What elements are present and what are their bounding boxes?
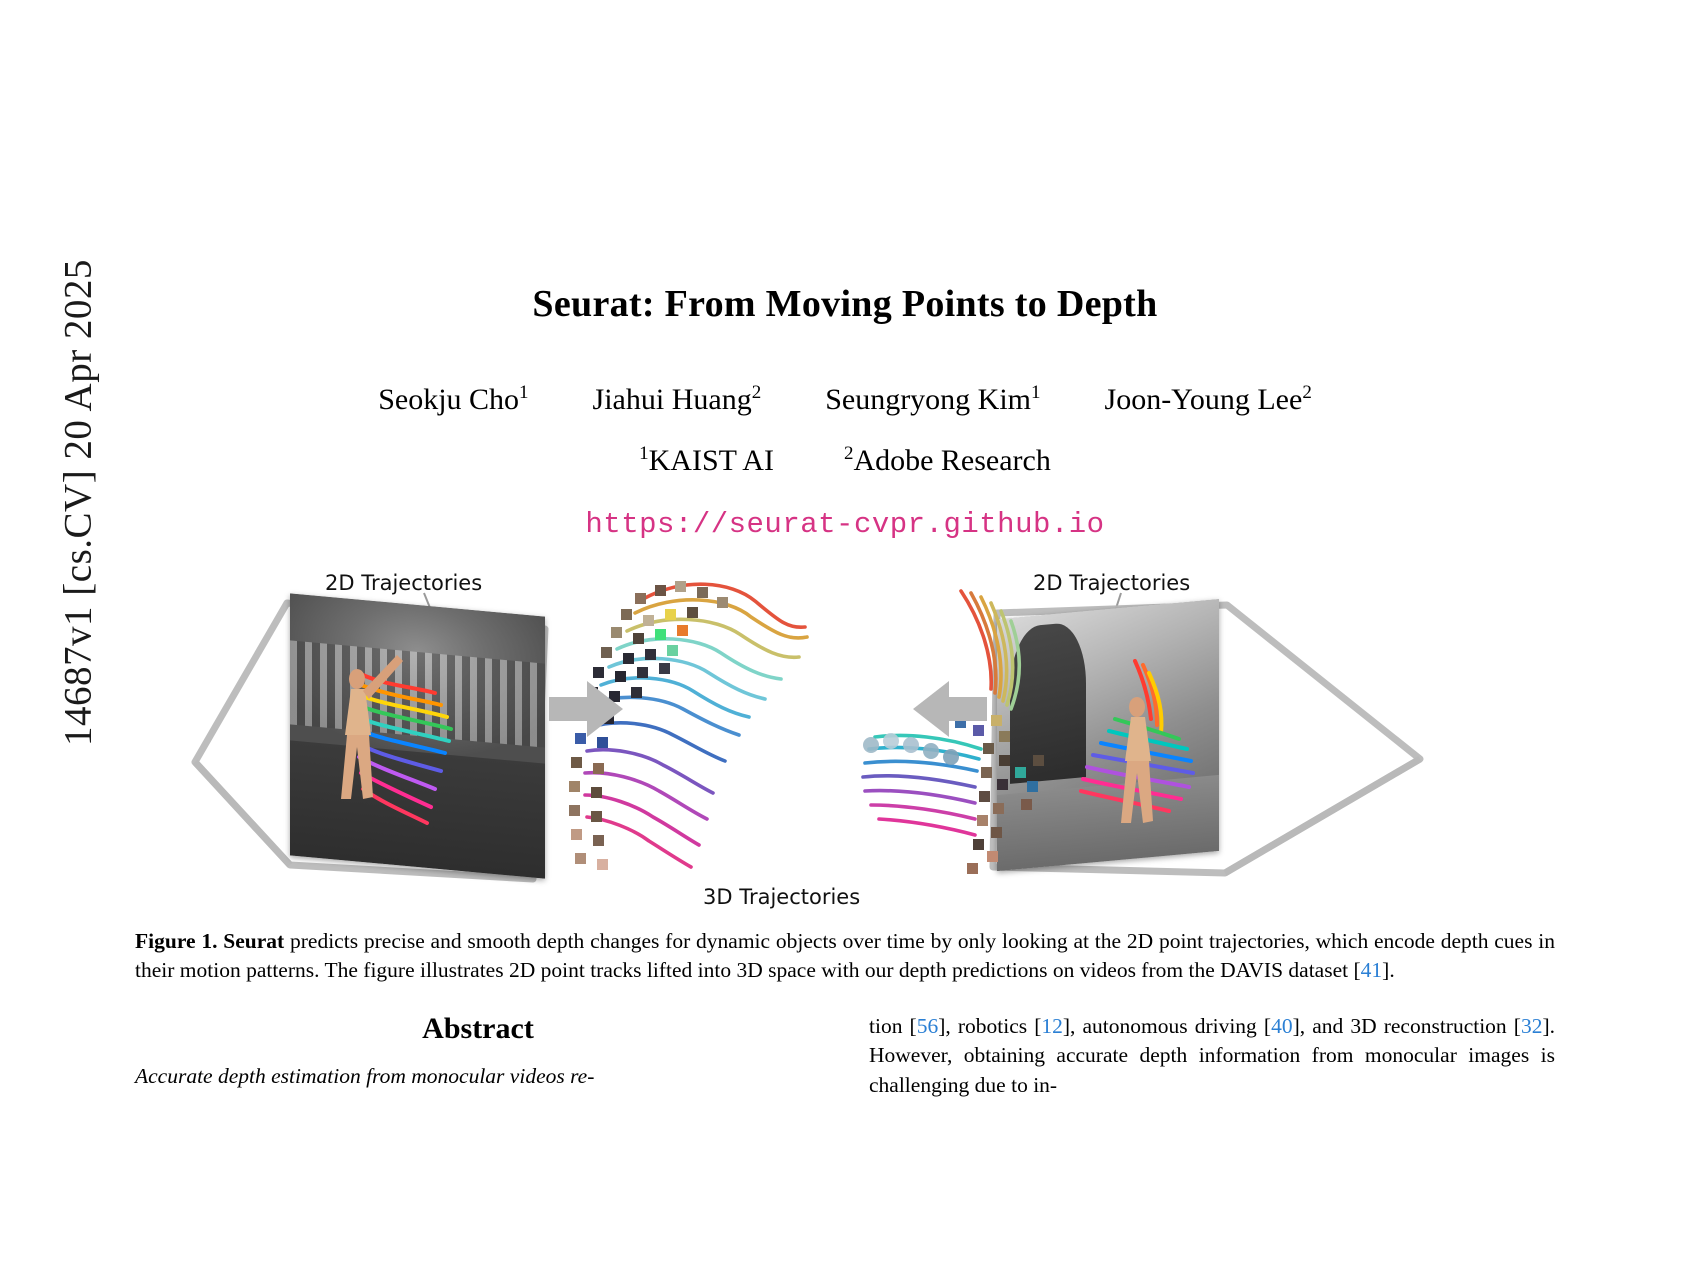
author-2 <box>825 382 1040 417</box>
abstract-body: Accurate depth estimation from monocular videos re- <box>135 1064 595 1089</box>
author-1-sup: 2 <box>751 382 762 403</box>
project-url-line <box>135 508 1555 541</box>
author-3 <box>1105 382 1312 417</box>
arxiv-stamp: 14687v1 [cs.CV] 20 Apr 2025 <box>56 259 100 746</box>
video-frame-right-image <box>997 599 1219 871</box>
author-0-name: Seokju Cho <box>378 383 520 416</box>
author-2-name: Seungryong Kim <box>825 383 1032 416</box>
affiliation-1 <box>844 443 1051 478</box>
figure-label-2d-left: 2D Trajectories <box>325 571 483 595</box>
author-3-sup: 2 <box>1302 382 1312 403</box>
intro-body <box>869 1012 1555 1100</box>
intro-citation-1[interactable]: 56 <box>916 1014 939 1039</box>
intro-text-3: ], autonomous driving [ <box>1062 1014 1272 1039</box>
figure-caption <box>135 927 1555 984</box>
intro-text-4: ], and 3D reconstruction [ <box>1292 1014 1521 1039</box>
paper-page <box>135 0 1555 1275</box>
affiliation-0 <box>639 443 774 478</box>
caption-figure-number: Figure 1. <box>135 929 218 953</box>
author-0-sup: 1 <box>519 382 529 403</box>
intro-citation-3[interactable]: 40 <box>1271 1014 1293 1039</box>
caption-method-name: Seurat <box>223 929 285 953</box>
abstract-heading: Abstract <box>422 1012 534 1046</box>
affiliation-0-name: KAIST AI <box>648 444 774 477</box>
intro-text-2: ], robotics [ <box>938 1014 1042 1039</box>
page-title: Seurat: From Moving Points to Depth <box>532 283 1158 325</box>
right-column <box>869 1012 1555 1100</box>
caption-citation[interactable]: 41 <box>1360 957 1383 982</box>
video-frame-right <box>997 599 1219 871</box>
intro-citation-4[interactable]: 32 <box>1520 1014 1543 1039</box>
video-frame-left-image <box>290 593 545 878</box>
crowd-texture <box>290 641 545 748</box>
caption-text-1: predicts precise and smooth depth changes for dynamic objects over time by only looking at the 2D point trajectories, which encode depth cues in their motion patterns. The figure illustrates 2D point tracks lifted into 3D space with our depth predictions on videos from the DAVIS dataset [ <box>135 929 1556 982</box>
author-2-sup: 1 <box>1031 382 1041 403</box>
affiliation-1-sup: 2 <box>843 443 854 464</box>
author-0 <box>378 382 528 417</box>
left-column <box>135 1012 821 1100</box>
figure-label-2d-right: 2D Trajectories <box>1033 571 1191 595</box>
body-columns <box>135 1012 1555 1100</box>
project-url-link[interactable]: https://seurat-cvpr.github.io <box>585 508 1105 541</box>
caption-text-2: ]. <box>1382 957 1395 982</box>
intro-text-1: tion [ <box>869 1014 917 1039</box>
affiliation-list <box>135 443 1555 478</box>
author-list <box>135 382 1555 417</box>
author-3-name: Joon-Young Lee <box>1104 383 1303 416</box>
affiliation-1-name: Adobe Research <box>853 444 1051 477</box>
affiliation-0-sup: 1 <box>639 443 649 464</box>
author-1-name: Jiahui Huang <box>592 383 752 416</box>
figure-label-3d: 3D Trajectories <box>703 885 861 909</box>
teaser-figure <box>135 567 1555 917</box>
author-1 <box>593 382 762 417</box>
intro-text-5: ]. However, obtaining accurate depth information from monocular images is challenging due to in- <box>869 1014 1555 1097</box>
intro-citation-2[interactable]: 12 <box>1041 1014 1063 1039</box>
video-frame-left <box>290 593 545 878</box>
